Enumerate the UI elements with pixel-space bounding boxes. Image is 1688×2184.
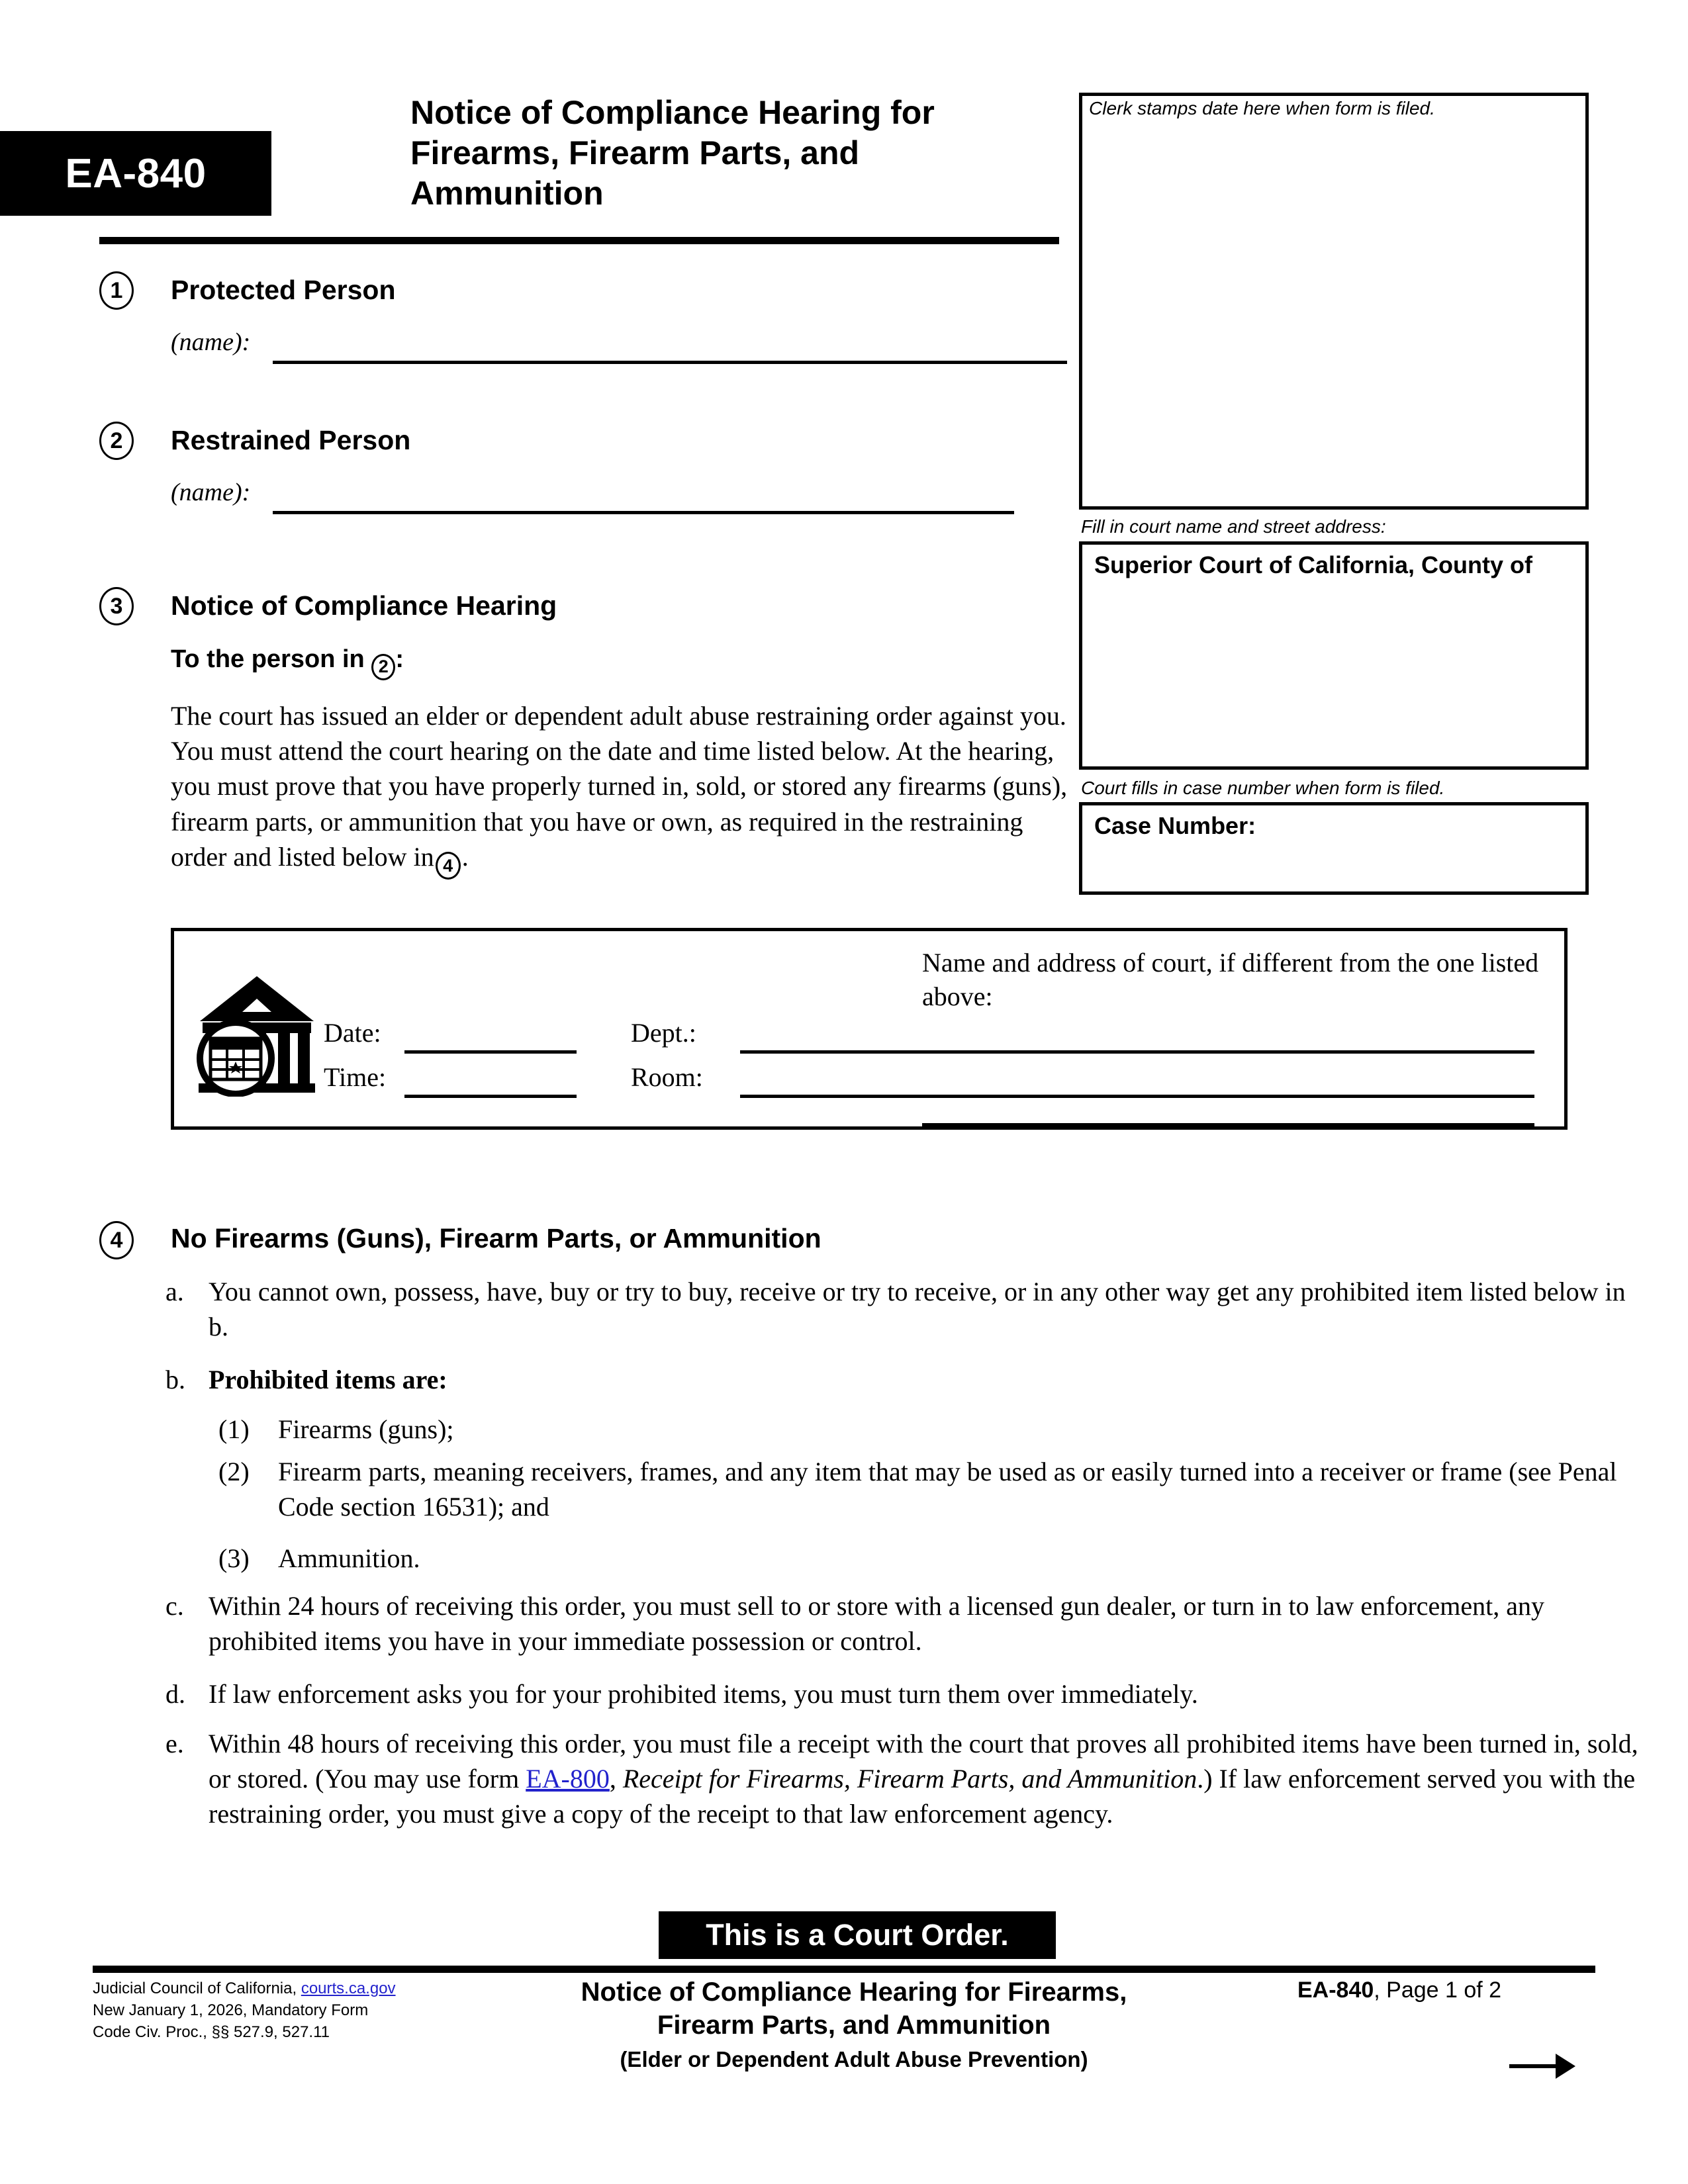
page-title [410,93,1079,214]
item-e-form-title: Receipt for Firearms, Firearm Parts, and Ammunition [622,1764,1197,1794]
hearing-time-label: Time: [324,1062,387,1092]
list-item [218,1412,1655,1447]
list-item-text: Firearm parts, meaning receivers, frames, and any item that may be used as or easily turned into a receiver or frame (see Penal Code section 16531); and [278,1457,1617,1522]
list-item [165,1588,1638,1659]
court-order-banner [659,1911,1056,1959]
section-3-ref-2: 2 [371,654,395,680]
form-title-line-3: Ammunition [410,175,604,212]
next-page-arrow-icon [1509,2048,1575,2084]
footer-title [450,1976,1258,2073]
court-name-box[interactable] [1079,541,1589,770]
courthouse-calendar-icon [191,964,323,1097]
section-3-subheading [171,645,404,680]
list-item [218,1541,1655,1576]
court-name-note: Fill in court name and street address: [1081,516,1386,537]
section-3-ref-4: 4 [436,852,461,880]
list-item [165,1676,1638,1711]
section-2-heading: Restrained Person [171,425,411,455]
list-item-text: Within 24 hours of receiving this order, you must sell to or store with a licensed gun dealer, or turn in to law enforcement, any prohibited items you have in your immediate possession or control. [209,1591,1545,1657]
alt-court-address-input[interactable] [922,1123,1534,1126]
list-item-text: You cannot own, possess, have, buy or try to buy, receive or try to receive, or in any other way get any prohibited item listed below in b. [209,1277,1626,1342]
section-3-number-badge [99,587,134,625]
protected-person-name-input[interactable] [273,361,1067,364]
list-item-marker: c. [165,1591,184,1621]
footer-divider-rule [93,1966,1595,1973]
footer-title-line-2: Firearm Parts, and Ammunition [657,2011,1051,2040]
item-e-part1: Within 48 hours of receiving this order, you must file a receipt with the court that proves all prohibited items have been turned in, sold, or stored. (You may use form [209,1729,1638,1794]
list-item-text: Firearms (guns); [278,1414,454,1444]
case-number-box[interactable] [1079,802,1589,895]
section-1-number: 1 [99,271,134,310]
footer-title-line-1: Notice of Compliance Hearing for Firearms, [581,1978,1127,2007]
footer-line-2: New January 1, 2026, Mandatory Form [93,2001,369,2020]
list-item-marker: (2) [218,1457,250,1486]
list-item [165,1274,1638,1344]
section-3-subheading-post: : [395,645,404,673]
footer-form-number: EA-840 [1297,1978,1374,2003]
form-ea-800-link[interactable]: EA-800 [526,1764,610,1794]
clerk-stamp-note: Clerk stamps date here when form is filed. [1089,98,1435,118]
court-name-title: Superior Court of California, County of [1094,551,1532,578]
hearing-date-input[interactable] [404,1050,577,1054]
header-divider-rule [99,237,1059,244]
hearing-dept-input[interactable] [740,1050,1534,1054]
form-number-text: EA-840 [65,150,207,197]
footer-council-text: Judicial Council of California, [93,1979,301,1997]
list-item-marker: (3) [218,1543,250,1573]
protected-person-name-label: (name): [171,328,251,356]
list-item-marker: b. [165,1365,185,1394]
form-title-line-2: Firearms, Firearm Parts, and [410,134,860,171]
list-item-text: Prohibited items are: [209,1365,447,1394]
restrained-person-name-input[interactable] [273,511,1014,514]
list-item-marker: e. [165,1729,184,1758]
section-4-number: 4 [99,1221,134,1259]
list-item [165,1362,1638,1397]
list-item-marker: d. [165,1679,185,1709]
section-3-heading: Notice of Compliance Hearing [171,590,557,621]
section-1-number-badge [99,271,134,310]
section-3-body-text: The court has issued an elder or dependent adult abuse restraining order against you. You must attend the court hearing on the date and time listed below. At the hearing, you must prove that you have properly turned in, sold, or stored any firearms (guns), firearm parts, or ammunition that you have or own, as required in the restraining order and listed below in [171,701,1068,872]
footer-title-subtitle: (Elder or Dependent Adult Abuse Prevention) [620,2047,1088,2071]
section-2-number-badge [99,422,134,460]
hearing-dept-label: Dept.: [631,1018,696,1048]
footer-line-3: Code Civ. Proc., §§ 527.9, 527.11 [93,2023,330,2042]
list-item [165,1726,1638,1832]
list-item-marker: a. [165,1277,184,1306]
list-item-text: If law enforcement asks you for your prohibited items, you must turn them over immediately. [209,1679,1198,1709]
section-3-number: 3 [99,587,134,625]
case-number-note: Court fills in case number when form is filed. [1081,778,1445,798]
hearing-time-input[interactable] [404,1095,577,1098]
hearing-room-input[interactable] [740,1095,1534,1098]
hearing-details-box [171,928,1568,1130]
section-2-number: 2 [99,422,134,460]
courts-website-link[interactable]: courts.ca.gov [301,1979,396,1997]
list-item-text: Ammunition. [278,1543,420,1573]
hearing-date-label: Date: [324,1018,381,1048]
footer-page-number: , Page 1 of 2 [1374,1978,1502,2003]
section-3-body-period: . [461,841,469,872]
hearing-room-label: Room: [631,1062,703,1092]
list-item [218,1454,1655,1524]
item-e-part2: , [609,1764,623,1794]
item-e-part3: .) If law enforcement served you with the restraining order, you must give a copy of the receipt to that law enforcement agency. [209,1764,1636,1829]
section-4-heading: No Firearms (Guns), Firearm Parts, or Ammunition [171,1223,821,1253]
footer-line-1 [93,1978,444,1999]
restrained-person-name-label: (name): [171,478,251,506]
section-4-number-badge [99,1221,134,1259]
form-title-line-1: Notice of Compliance Hearing for [410,94,935,131]
case-number-label: Case Number: [1094,812,1256,839]
footer-page-info [1297,1978,1595,2003]
court-order-banner-text: This is a Court Order. [706,1918,1009,1952]
form-number-badge [0,131,271,216]
section-3-subheading-pre: To the person in [171,645,365,673]
alt-court-address-note: Name and address of court, if different from the one listed above: [922,948,1539,1012]
list-item-text [209,1726,1638,1832]
section-3-body [171,698,1071,880]
section-1-heading: Protected Person [171,275,396,305]
footer-legal-info [93,1978,444,2043]
clerk-stamp-box[interactable] [1079,93,1589,510]
list-item-marker: (1) [218,1414,250,1444]
